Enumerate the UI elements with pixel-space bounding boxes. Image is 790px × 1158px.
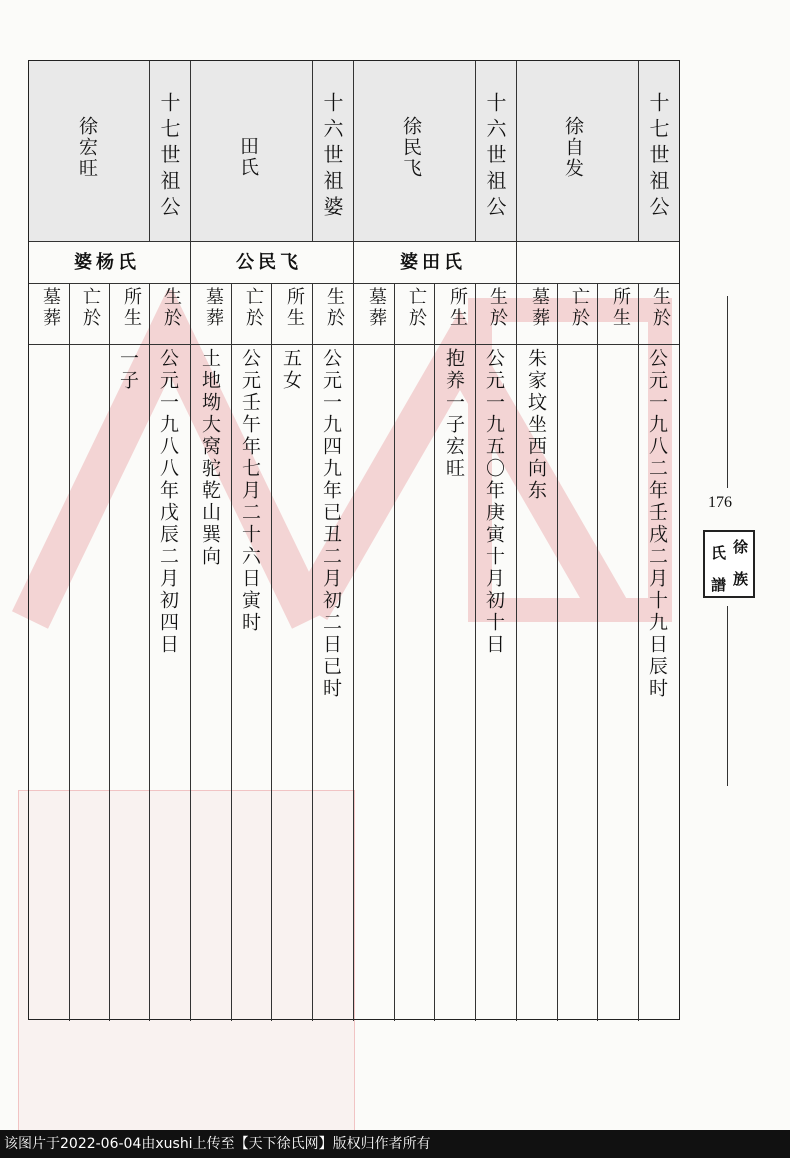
person-name: 徐民飞 bbox=[400, 116, 422, 179]
upload-footer: 该图片于2022-06-04由xushi上传至【天下徐氏网】版权归作者所有 bbox=[0, 1130, 790, 1158]
burial-label: 墓葬 bbox=[203, 287, 224, 329]
died-label: 亡於 bbox=[80, 287, 101, 329]
sub-divider bbox=[475, 283, 476, 1021]
sub-divider bbox=[434, 283, 435, 1021]
born-value: 公元一九八二年壬戌二月十九日辰时 bbox=[646, 348, 668, 700]
born-label: 生於 bbox=[161, 287, 182, 329]
spouse-label: 婆杨氏 bbox=[74, 252, 140, 273]
margin-rule bbox=[727, 606, 728, 786]
gen-divider bbox=[475, 61, 476, 241]
col-divider bbox=[190, 61, 191, 1021]
burial-value: 朱家坟坐西向东 bbox=[525, 348, 547, 502]
xu-clan-badge bbox=[703, 530, 755, 598]
person-name: 田氏 bbox=[237, 136, 259, 178]
born-value: 公元一九八八年戊辰二月初四日 bbox=[157, 348, 179, 656]
generation-label: 十六世祖公 bbox=[483, 92, 507, 222]
generation-label: 十七世祖公 bbox=[646, 92, 670, 222]
died-value: 公元壬午年七月二十六日寅时 bbox=[239, 348, 261, 634]
children-value: 抱养一子宏旺 bbox=[443, 348, 465, 480]
badge-char: 族 bbox=[733, 570, 749, 588]
born-value: 公元一九五〇年庚寅十月初十日 bbox=[483, 348, 505, 656]
gen-divider bbox=[312, 61, 313, 241]
children-value: 一子 bbox=[117, 348, 139, 392]
col-divider bbox=[516, 61, 517, 1021]
row-divider bbox=[29, 344, 679, 345]
sub-divider bbox=[394, 283, 395, 1021]
sub-divider bbox=[109, 283, 110, 1021]
badge-char: 氏 bbox=[711, 544, 727, 562]
children-label: 所生 bbox=[121, 287, 142, 329]
spouse-label: 婆田氏 bbox=[400, 252, 466, 273]
row-divider bbox=[29, 241, 679, 242]
person-name: 徐宏旺 bbox=[76, 116, 98, 179]
born-label: 生於 bbox=[487, 287, 508, 329]
born-label: 生於 bbox=[650, 287, 671, 329]
sub-divider bbox=[69, 283, 70, 1021]
page-number: 176 bbox=[708, 494, 732, 511]
children-label: 所生 bbox=[610, 287, 631, 329]
sub-divider bbox=[638, 283, 639, 1021]
died-label: 亡於 bbox=[406, 287, 427, 329]
burial-label: 墓葬 bbox=[366, 287, 387, 329]
spouse-label: 公民飞 bbox=[236, 252, 302, 273]
generation-label: 十六世祖婆 bbox=[320, 92, 344, 222]
sub-divider bbox=[231, 283, 232, 1021]
badge-char: 譜 bbox=[711, 576, 727, 594]
margin-rule bbox=[727, 296, 728, 488]
gen-divider bbox=[638, 61, 639, 241]
row-divider bbox=[29, 283, 679, 284]
genealogy-table bbox=[28, 60, 680, 1020]
burial-label: 墓葬 bbox=[40, 287, 61, 329]
person-name: 徐自发 bbox=[562, 116, 584, 179]
sub-divider bbox=[312, 283, 313, 1021]
children-value: 五女 bbox=[280, 348, 302, 392]
sub-divider bbox=[557, 283, 558, 1021]
sub-divider bbox=[271, 283, 272, 1021]
generation-label: 十七世祖公 bbox=[157, 92, 181, 222]
col-divider bbox=[353, 61, 354, 1021]
gen-divider bbox=[149, 61, 150, 241]
sub-divider bbox=[597, 283, 598, 1021]
born-value: 公元一九四九年已丑二月初二日已时 bbox=[320, 348, 342, 700]
born-label: 生於 bbox=[324, 287, 345, 329]
children-label: 所生 bbox=[284, 287, 305, 329]
sub-divider bbox=[149, 283, 150, 1021]
badge-char: 徐 bbox=[733, 538, 749, 556]
died-label: 亡於 bbox=[243, 287, 264, 329]
children-label: 所生 bbox=[447, 287, 468, 329]
burial-label: 墓葬 bbox=[529, 287, 550, 329]
died-label: 亡於 bbox=[569, 287, 590, 329]
burial-value: 土地坳大窝驼乾山巽向 bbox=[199, 348, 221, 568]
